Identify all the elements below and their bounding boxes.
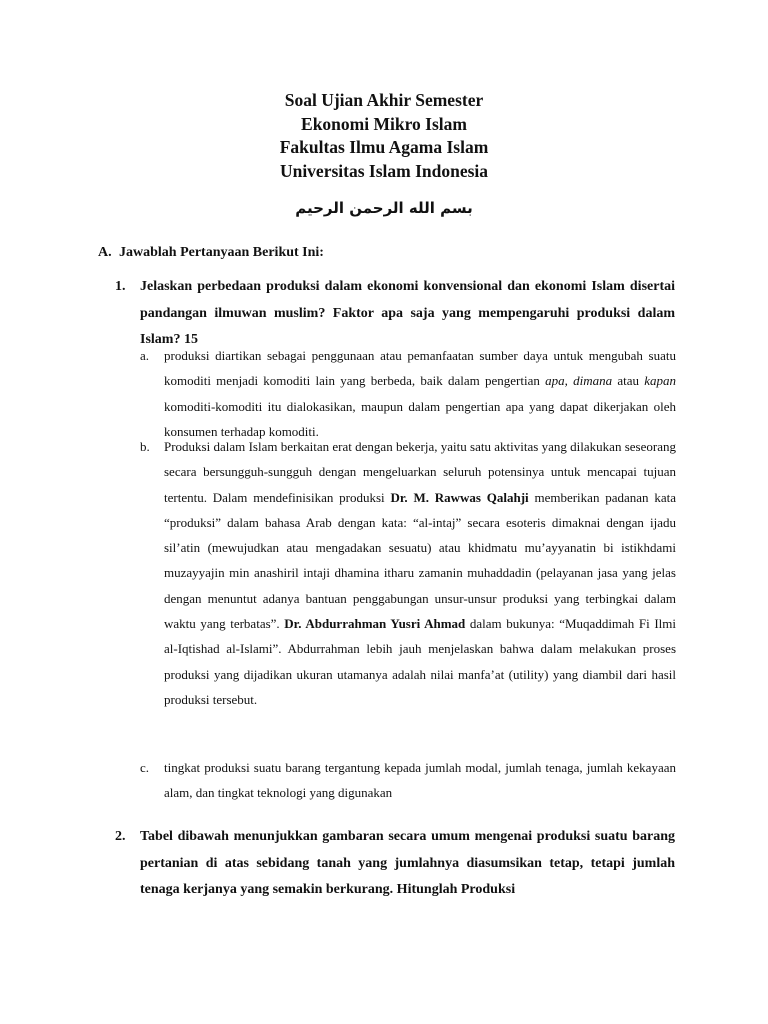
answer-b	[140, 434, 676, 712]
section-label: A.	[98, 245, 112, 260]
answer-text-part: komoditi-komoditi itu dialokasikan, maupun dalam pengertian apa yang dapat dikerjakan oleh konsumen terhadap komoditi.	[164, 398, 676, 439]
answer-text-part: Produksi dalam Islam berkaitan erat dengan bekerja, yaitu satu aktivitas yang dilakukan seseorang secara bersungguh-sungguh dengan mengeluarkan seluruh potensinya untuk mencapai tujuan tertentu. Dalam mendefinisikan produksi	[164, 439, 676, 505]
question-1	[115, 274, 675, 354]
section-heading	[98, 245, 324, 261]
title-line-4: Universitas Islam Indonesia	[279, 160, 489, 181]
answer-letter: b.	[140, 439, 150, 454]
answer-text-part: memberikan padanan kata “produksi” dalam bahasa Arab dengan kata: “al-intaj” secara esoteris dimaknai dengan ijadu sil’atin (mewujudkan atau mengadakan sesuatu) atau khidmatu mu’ayyanatin bi istikhdami muzayyajin min anashiril intaji dhamina itharu zamanin muhaddadin (pelayanan jasa yang jelas dengan menuntut adanya bantuan penggabungan unsur-unsur produksi yang terbingkai dalam waktu yang terbatas”.	[164, 489, 676, 632]
answer-a	[140, 343, 676, 444]
answer-text	[164, 434, 676, 712]
title-line-2: Ekonomi Mikro Islam	[301, 113, 467, 134]
answer-letter: c.	[140, 760, 150, 775]
answer-italic-term: kapan	[644, 373, 677, 389]
question-text: Jelaskan perbedaan produksi dalam ekonomi konvensional dan ekonomi Islam disertai pandangan ilmuwan muslim? Faktor apa saja yang mempengaruhi produksi dalam Islam? 15	[140, 279, 675, 347]
answer-text: tingkat produksi suatu barang tergantung kepada jumlah modal, jumlah tenaga, jumlah kekayaan alam, dan tingkat teknologi yang digunakan	[164, 760, 676, 801]
answer-text	[164, 343, 676, 444]
answer-letter: a.	[140, 348, 150, 363]
section-title: Jawablah Pertanyaan Berikut Ini:	[119, 245, 324, 260]
question-number: 2.	[115, 829, 126, 844]
answer-c	[140, 755, 676, 806]
question-2	[115, 824, 675, 904]
answer-italic-term: apa, dimana	[545, 373, 613, 389]
document-title	[0, 89, 768, 183]
question-number: 1.	[115, 279, 126, 294]
answer-text-part: produksi diartikan sebagai penggunaan atau pemanfaatan sumber daya untuk mengubah suatu komoditi menjadi komoditi lain yang berbeda, baik dalam pengertian	[164, 348, 676, 389]
scholar-name: Dr. M. Rawwas Qalahji	[390, 489, 529, 505]
title-line-3: Fakultas Ilmu Agama Islam	[279, 137, 489, 157]
question-text: Tabel dibawah menunjukkan gambaran secara umum mengenai produksi suatu barang pertanian di atas sebidang tanah yang jumlahnya diasumsikan tetap, tetapi jumlah tenaga kerjanya yang semakin berkurang. Hitunglah Produksi	[140, 829, 675, 897]
basmala: بسم الله الرحمن الرحيم	[295, 199, 473, 217]
answer-text-part: dalam bukunya: “Muqaddimah Fi Ilmi al-Iqtishad al-Islami”. Abdurrahman lebih jauh menjelaskan bahwa dalam melakukan proses produksi yang dijadikan ukuran utamanya adalah nilai manfa’at (utility) yang diambil dari hasil produksi tersebut.	[164, 616, 677, 707]
scholar-name: Dr. Abdurrahman Yusri Ahmad	[284, 616, 466, 632]
title-line-1: Soal Ujian Akhir Semester	[284, 90, 484, 110]
answer-text-part: atau	[612, 373, 645, 389]
